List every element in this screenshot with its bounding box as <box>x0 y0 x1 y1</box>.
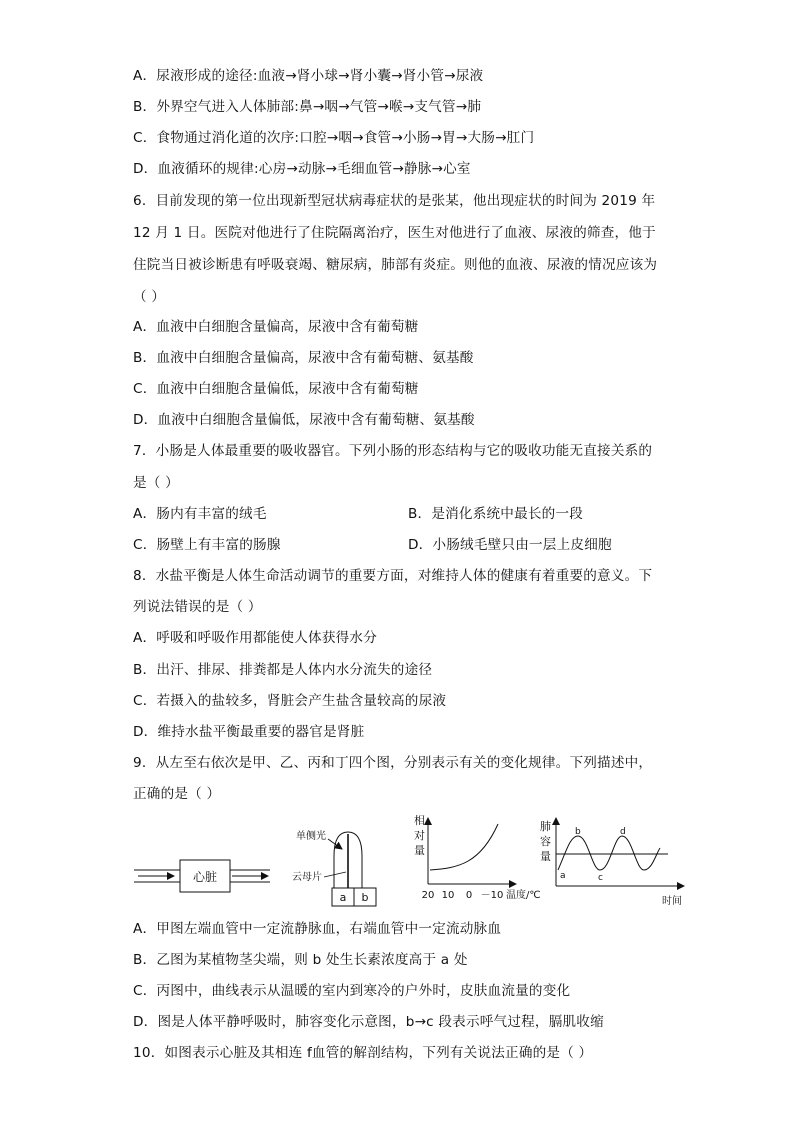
ding-point-b: b <box>575 827 581 837</box>
bing-ylabel-3: 量 <box>414 844 425 857</box>
ding-wave <box>558 836 660 870</box>
ding-xlabel: 时间 <box>662 896 682 907</box>
q8-option-b: B．出汗、排尿、排粪都是人体内水分流失的途径 <box>133 662 433 678</box>
q8-stem-line1: 8．水盐平衡是人体生命活动调节的重要方面，对维持人体的健康有着重要的意义。下 <box>133 568 653 584</box>
q6-option-c: C．血液中白细胞含量偏低，尿液中含有葡萄糖 <box>133 381 419 397</box>
q8-option-d: D．维持水盐平衡最重要的器官是肾脏 <box>133 724 365 740</box>
q8-stem-line2: 列说法错误的是（ ） <box>133 599 262 615</box>
block-a-label: a <box>339 891 347 904</box>
q7-option-d: D．小肠绒毛壁只由一层上皮细胞 <box>408 537 612 553</box>
q5-option-a: A．尿液形成的途径:血液→肾小球→肾小囊→肾小管→尿液 <box>133 68 484 84</box>
figure-yi-stem <box>292 829 376 906</box>
block-b-label: b <box>361 891 369 904</box>
q9-option-d: D．图是人体平静呼吸时，肺容变化示意图，b→c 段表示呼气过程，膈肌收缩 <box>133 1014 604 1030</box>
bing-tick-0: 0 <box>465 890 473 901</box>
q9-option-c: C．丙图中，曲线表示从温暖的室内到寒冷的户外时，皮肤血流量的变化 <box>133 983 571 999</box>
q7-stem-line1: 7．小肠是人体最重要的吸收器官。下列小肠的形态结构与它的吸收功能无直接关系的 <box>133 443 653 459</box>
q9-figures <box>128 812 698 912</box>
q5-option-b: B．外界空气进入人体肺部:鼻→咽→气管→喉→支气管→肺 <box>133 99 482 115</box>
q6-answer-bracket: （ ） <box>133 289 166 305</box>
q8-option-a: A．呼吸和呼吸作用都能使人体获得水分 <box>133 630 377 646</box>
q6-option-a: A．血液中白细胞含量偏高，尿液中含有葡萄糖 <box>133 319 419 335</box>
q7-option-b: B．是消化系统中最长的一段 <box>408 506 584 522</box>
ding-ylabel-2: 容 <box>540 835 551 848</box>
bing-tick-10: 10 <box>441 890 455 901</box>
q7-stem-line2: 是（ ） <box>133 475 179 491</box>
bing-xlabel: 温度/℃ <box>506 890 541 901</box>
q9-option-a: A．甲图左端血管中一定流静脉血，右端血管中一定流动脉血 <box>133 921 502 937</box>
ding-ylabel-1: 肺 <box>540 820 551 833</box>
q8-option-c: C．若摄入的盐较多，肾脏会产生盐含量较高的尿液 <box>133 693 447 709</box>
bing-ylabel-1: 相 <box>414 814 425 827</box>
unilateral-light-label: 单侧光 <box>296 831 326 842</box>
mica-label: 云母片 <box>292 872 322 883</box>
q9-stem-line2: 正确的是（ ） <box>133 786 221 802</box>
bing-tick-minus10: －10 <box>480 890 504 901</box>
q10-stem-line1: 10．如图表示心脏及其相连 f血管的解剖结构，下列有关说法正确的是（ ） <box>133 1045 593 1061</box>
q9-option-b: B．乙图为某植物茎尖端，则 b 处生长素浓度高于 a 处 <box>133 952 468 968</box>
q6-stem-line3: 住院当日被诊断患有呼吸衰竭、糖尿病，肺部有炎症。则他的血液、尿液的情况应该为 <box>133 257 658 273</box>
figure-bing-graph <box>414 813 541 901</box>
q6-option-d: D．血液中白细胞含量偏低，尿液中含有葡萄糖、氨基酸 <box>133 412 475 428</box>
bing-curve <box>430 824 498 870</box>
figure-jia-heart <box>134 860 270 892</box>
bing-ylabel-2: 对 <box>414 829 425 842</box>
ding-ylabel-3: 量 <box>540 850 551 863</box>
q6-stem-line1: 6．目前发现的第一位出现新型冠状病毒症状的是张某，他出现症状的时间为 2019 年 <box>133 193 656 209</box>
q5-option-d: D．血液循环的规律:心房→动脉→毛细血管→静脉→心室 <box>133 161 471 177</box>
q5-option-c: C．食物通过消化道的次序:口腔→咽→食管→小肠→胃→大肠→肛门 <box>133 130 535 146</box>
q7-option-c: C．肠壁上有丰富的肠腺 <box>133 537 281 553</box>
q6-option-b: B．血液中白细胞含量偏高，尿液中含有葡萄糖、氨基酸 <box>133 350 474 366</box>
bing-tick-20: 20 <box>421 890 435 901</box>
ding-point-a: a <box>560 871 566 881</box>
heart-label: 心脏 <box>192 870 218 884</box>
figure-ding-graph <box>540 818 684 907</box>
ding-point-c: c <box>598 873 603 883</box>
q6-stem-line2: 12 月 1 日。医院对他进行了住院隔离治疗，医生对他进行了血液、尿液的筛查，他于 <box>133 225 656 241</box>
q7-option-a: A．肠内有丰富的绒毛 <box>133 506 267 522</box>
q9-stem-line1: 9．从左至右依次是甲、乙、丙和丁四个图，分别表示有关的变化规律。下列描述中， <box>133 755 653 771</box>
ding-point-d: d <box>620 827 626 837</box>
